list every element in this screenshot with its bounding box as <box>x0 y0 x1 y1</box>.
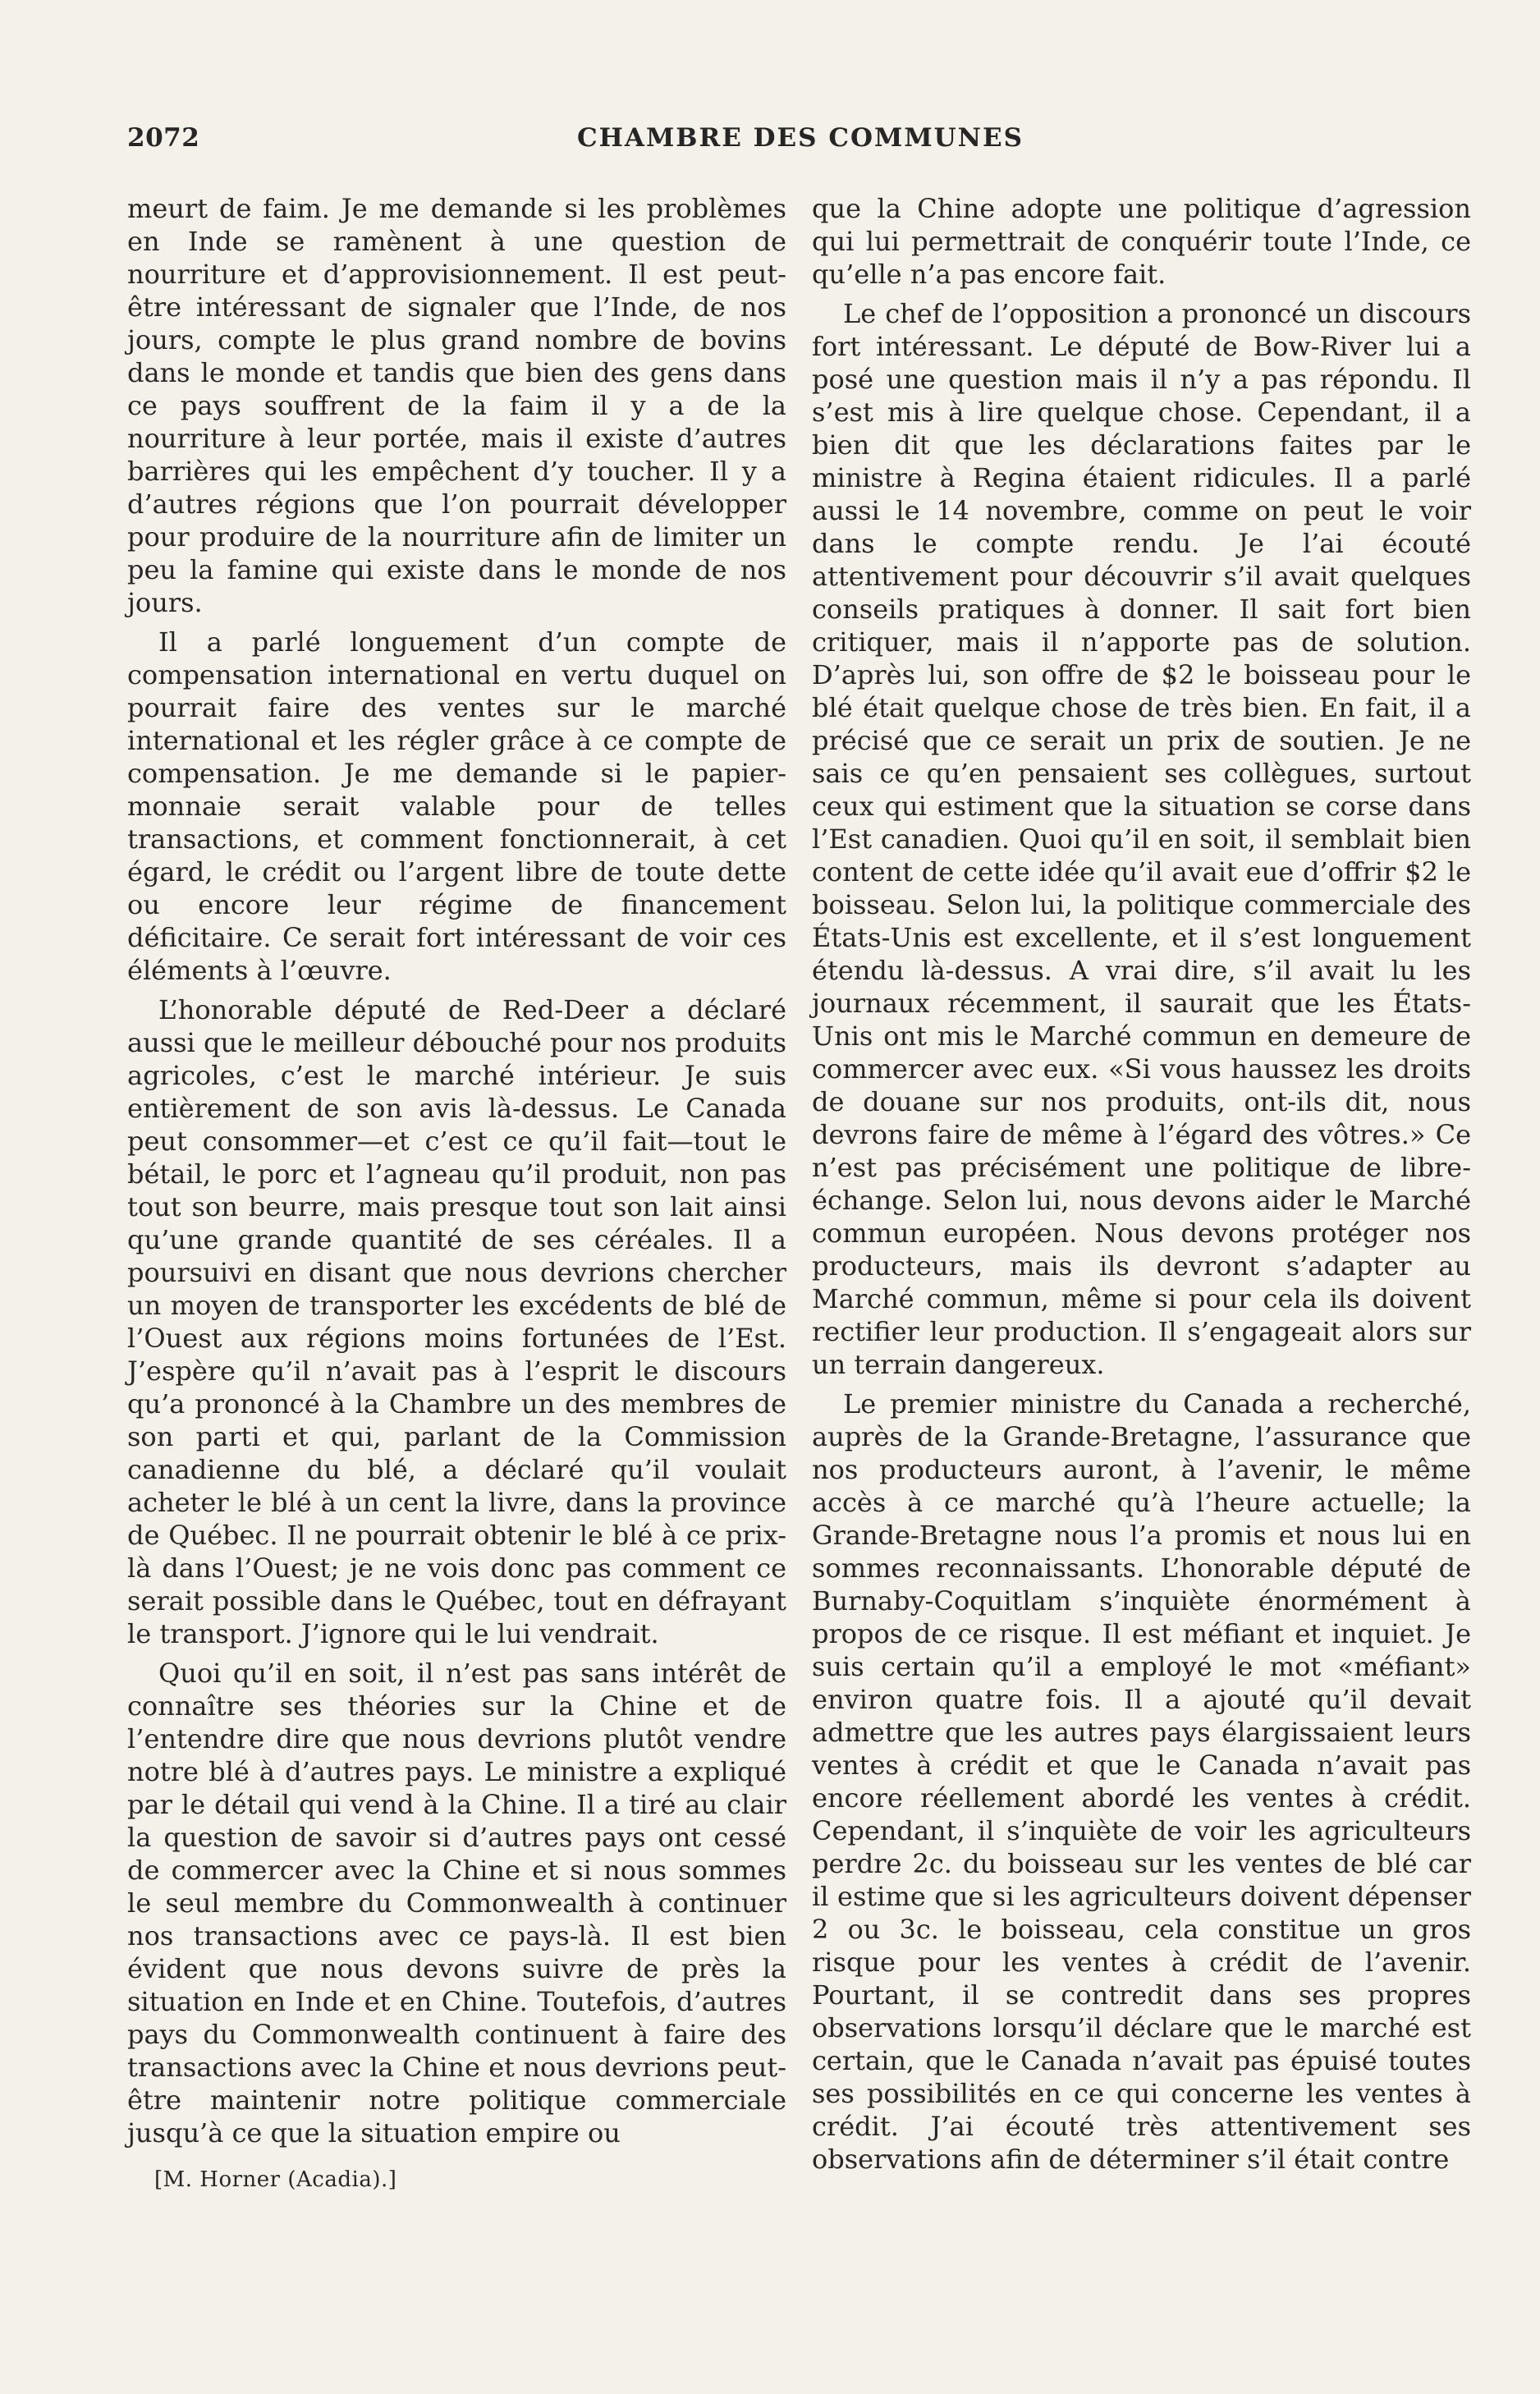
running-head-title: CHAMBRE DES COMMUNES <box>576 123 1024 153</box>
page-number: 2072 <box>127 123 200 153</box>
left-column <box>127 192 786 2156</box>
speaker-attribution: [M. Horner (Acadia).] <box>154 2167 397 2192</box>
right-column <box>812 192 1471 2182</box>
paragraph: L’honorable député de Red-Deer a déclaré aussi que le meilleur débouché pour nos produits agricoles, c’est le marché intérieur. Je suis entièrement de son avis là-dessus. Le Canada peut consommer—et c’est ce qu’il fait—tout le bétail, le porc et l’agneau qu’il produit, non pas tout son beurre, mais presque tout son lait ainsi qu’une grande quantité de ses céréales. Il a poursuivi en disant que nous devrions chercher un moyen de transporter les excédents de blé de l’Ouest aux régions moins fortunées de l’Est. J’espère qu’il n’avait pas à l’esprit le discours qu’a prononcé à la Chambre un des membres de son parti et qui, parlant de la Commission canadienne du blé, a déclaré qu’il voulait acheter le blé à un cent la livre, dans la province de Québec. Il ne pourrait obtenir le blé à ce prix-là dans l’Ouest; je ne vois donc pas comment ce serait possible dans le Québec, tout en défrayant le transport. J’ignore qui le lui vendrait. <box>127 994 786 1649</box>
paragraph: Le premier ministre du Canada a recherché, auprès de la Grande-Bretagne, l’assurance que nos producteurs auront, à l’avenir, le même accès à ce marché qu’à l’heure actuelle; la Grande-Bretagne nous l’a promis et nous lui en sommes reconnaissants. L’honorable député de Burnaby-Coquitlam s’inquiète énormément à propos de ce risque. Il est méfiant et inquiet. Je suis certain qu’il a employé le mot «méfiant» environ quatre fois. Il a ajouté qu’il devait admettre que les autres pays élargissaient leurs ventes à crédit et que le Canada n’avait pas encore réellement abordé les ventes à crédit. Cependant, il s’inquiète de voir les agriculteurs perdre 2c. du boisseau sur les ventes de blé car il estime que si les agriculteurs doivent dépenser 2 ou 3c. le boisseau, cela constitue un gros risque pour les ventes à crédit de l’avenir. Pourtant, il se contredit dans ses propres observations lorsqu’il déclare que le marché est certain, que le Canada n’avait pas épuisé toutes ses possibilités en ce qui concerne les ventes à crédit. J’ai écouté très attentivement ses observations afin de déterminer s’il était contre <box>812 1388 1471 2175</box>
paragraph: Quoi qu’il en soit, il n’est pas sans intérêt de connaître ses théories sur la Chine et de l’entendre dire que nous devrions plutôt vendre notre blé à d’autres pays. Le ministre a expliqué par le détail qui vend à la Chine. Il a tiré au clair la question de savoir si d’autres pays ont cessé de commercer avec la Chine et si nous sommes le seul membre du Commonwealth à continuer nos transactions avec ce pays-là. Il est bien évident que nous devons suivre de près la situation en Inde et en Chine. Toutefois, d’autres pays du Commonwealth continuent à faire des transactions avec la Chine et nous devrions peut-être maintenir notre politique commerciale jusqu’à ce que la situation empire ou <box>127 1658 786 2149</box>
paragraph: Il a parlé longuement d’un compte de compensation international en vertu duquel on pourrait faire des ventes sur le marché international et les régler grâce à ce compte de compensation. Je me demande si le papier-monnaie serait valable pour de telles transactions, et comment fonctionnerait, à cet égard, le crédit ou l’argent libre de toute dette ou encore leur régime de financement déficitaire. Ce serait fort intéressant de voir ces éléments à l’œuvre. <box>127 626 786 986</box>
page-header <box>127 123 1474 164</box>
paragraph: meurt de faim. Je me demande si les problèmes en Inde se ramènent à une question de nourriture et d’approvisionnement. Il est peut-être intéressant de signaler que l’Inde, de nos jours, compte le plus grand nombre de bovins dans le monde et tandis que bien des gens dans ce pays souffrent de la faim il y a de la nourriture à leur portée, mais il existe d’autres barrières qui les empêchent d’y toucher. Il y a d’autres régions que l’on pourrait développer pour produire de la nourriture afin de limiter un peu la famine qui existe dans le monde de nos jours. <box>127 193 786 618</box>
paragraph: que la Chine adopte une politique d’agression qui lui permettrait de conquérir toute l’Inde, ce qu’elle n’a pas encore fait. <box>812 193 1471 290</box>
paragraph: Le chef de l’opposition a prononcé un discours fort intéressant. Le député de Bow-River lui a posé une question mais il n’y a pas répondu. Il s’est mis à lire quelque chose. Cependant, il a bien dit que les déclarations faites par le ministre à Regina étaient ridicules. Il a parlé aussi le 14 novembre, comme on peut le voir dans le compte rendu. Je l’ai écouté attentivement pour découvrir s’il avait quelques conseils pratiques à donner. Il sait fort bien critiquer, mais il n’apporte pas de solution. D’après lui, son offre de $2 le boisseau pour le blé était quelque chose de très bien. En fait, il a précisé que ce serait un prix de soutien. Je ne sais ce qu’en pensaient ses collègues, surtout ceux qui estiment que la situation se corse dans l’Est canadien. Quoi qu’il en soit, il semblait bien content de cette idée qu’il avait eue d’offrir $2 le boisseau. Selon lui, la politique commerciale des États-Unis est excellente, et il s’est longuement étendu là-dessus. A vrai dire, s’il avait lu les journaux récemment, il saurait que les États-Unis ont mis le Marché commun en demeure de commercer avec eux. «Si vous haussez les droits de douane sur nos produits, ont-ils dit, nous devrons faire de même à l’égard des vôtres.» Ce n’est pas précisément une politique de libre-échange. Selon lui, nous devons aider le Marché commun européen. Nous devons protéger nos producteurs, mais ils devront s’adapter au Marché commun, même si pour cela ils doivent rectifier leur production. Il s’engageait alors sur un terrain dangereux. <box>812 298 1471 1380</box>
